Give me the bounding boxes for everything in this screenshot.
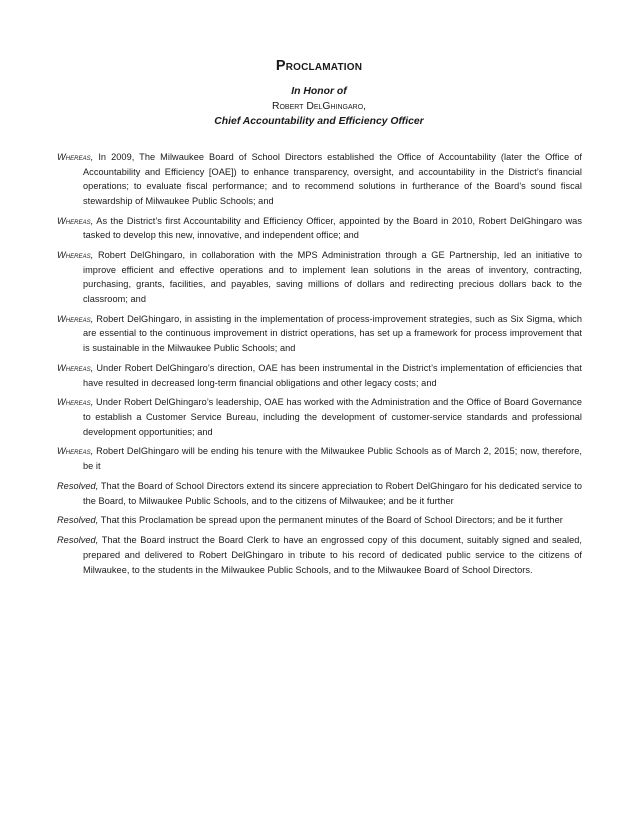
- clause-whereas: [57, 395, 582, 439]
- clause-resolved: [57, 533, 582, 577]
- clause-lead: Whereas,: [57, 250, 94, 261]
- proclamation-body: [57, 150, 582, 582]
- clause-whereas: [57, 214, 582, 243]
- clause-lead: Resolved,: [57, 480, 99, 491]
- clause-text: Robert DelGhingaro, in assisting in the implementation of process-improvement strategies, such as Six Sigma, which are essential to the continuous improvement in district operations, has set up a framework for process improvement that is sustainable in the Milwaukee Public Schools; and: [83, 313, 582, 354]
- honor-line: In Honor of: [291, 86, 347, 97]
- clause-whereas: [57, 150, 582, 208]
- clause-whereas: [57, 444, 582, 473]
- clause-text: That the Board instruct the Board Clerk to have an engrossed copy of this document, suitably signed and sealed, prepared and delivered to Robert DelGhingaro in tribute to his record of dedicated public service to the citizens of Milwaukee, to the students in the Milwaukee Public Schools, and to the Milwaukee Board of School Directors.: [83, 535, 583, 575]
- clause-whereas: [57, 312, 582, 356]
- clause-whereas: [57, 248, 582, 306]
- document-title: Proclamation: [275, 58, 363, 74]
- clause-lead: Whereas,: [57, 446, 94, 457]
- clause-text: Under Robert DelGhingaro’s leadership, OAE has worked with the Administration and the Office of Board Governance to establish a Customer Service Bureau, including the development of customer-service standards and professional development opportunities; and: [83, 397, 582, 437]
- clause-text: Robert DelGhingaro will be ending his tenure with the Milwaukee Public Schools as of March 2, 2015; now, therefore, be it: [83, 446, 582, 472]
- clause-lead: Resolved,: [57, 515, 99, 526]
- clause-lead: Whereas,: [57, 215, 94, 226]
- clause-lead: Whereas,: [57, 152, 94, 162]
- clause-lead: Resolved,: [57, 535, 99, 546]
- clause-whereas: [57, 361, 582, 390]
- clause-resolved: [57, 513, 582, 528]
- clause-lead: Whereas,: [57, 362, 94, 373]
- clause-text: Under Robert DelGhingaro’s direction, OAE has been instrumental in the District’s implementation of efficiencies that have resulted in decreased long-term financial obligations and other legacy costs; and: [83, 362, 582, 388]
- clause-text: That the Board of School Directors extend its sincere appreciation to Robert DelGhingaro for his dedicated service to the Board, to Milwaukee Public Schools, and to the citizens of Milwaukee; and be it further: [83, 480, 583, 506]
- clause-text: As the District’s first Accountability and Efficiency Officer, appointed by the Board in 2010, Robert DelGhingaro was tasked to develop this new, innovative, and independent office; and: [83, 215, 582, 241]
- clause-text: In 2009, The Milwaukee Board of School Directors established the Office of Accountability (later the Office of Accountability and Efficiency [OAE]) to enhance transparency, oversight, and accountability in the District’s financial operations; to evaluate fiscal performance; and to recommend solutions in furtherance of the Board’s sound fiscal stewardship of Milwaukee Public Schools; and: [83, 152, 582, 206]
- clause-resolved: [57, 479, 582, 508]
- honoree-name: Robert DelGhingaro,: [271, 101, 367, 112]
- clause-text: Robert DelGhingaro, in collaboration with the MPS Administration through a GE Partnership, led an initiative to improve efficient and effective operations and to implement lean solutions in the areas of inventory, contracting, purchasing, grants, facilities, and payables, saving millions of dollars and redirecting precious dollars back to the classroom; and: [83, 250, 583, 304]
- document-header: [0, 58, 638, 129]
- clause-lead: Whereas,: [57, 313, 94, 324]
- clause-text: That this Proclamation be spread upon the permanent minutes of the Board of School Directors; and be it further: [100, 515, 563, 526]
- clause-lead: Whereas,: [57, 397, 94, 408]
- honoree-role: Chief Accountability and Efficiency Officer: [214, 116, 424, 127]
